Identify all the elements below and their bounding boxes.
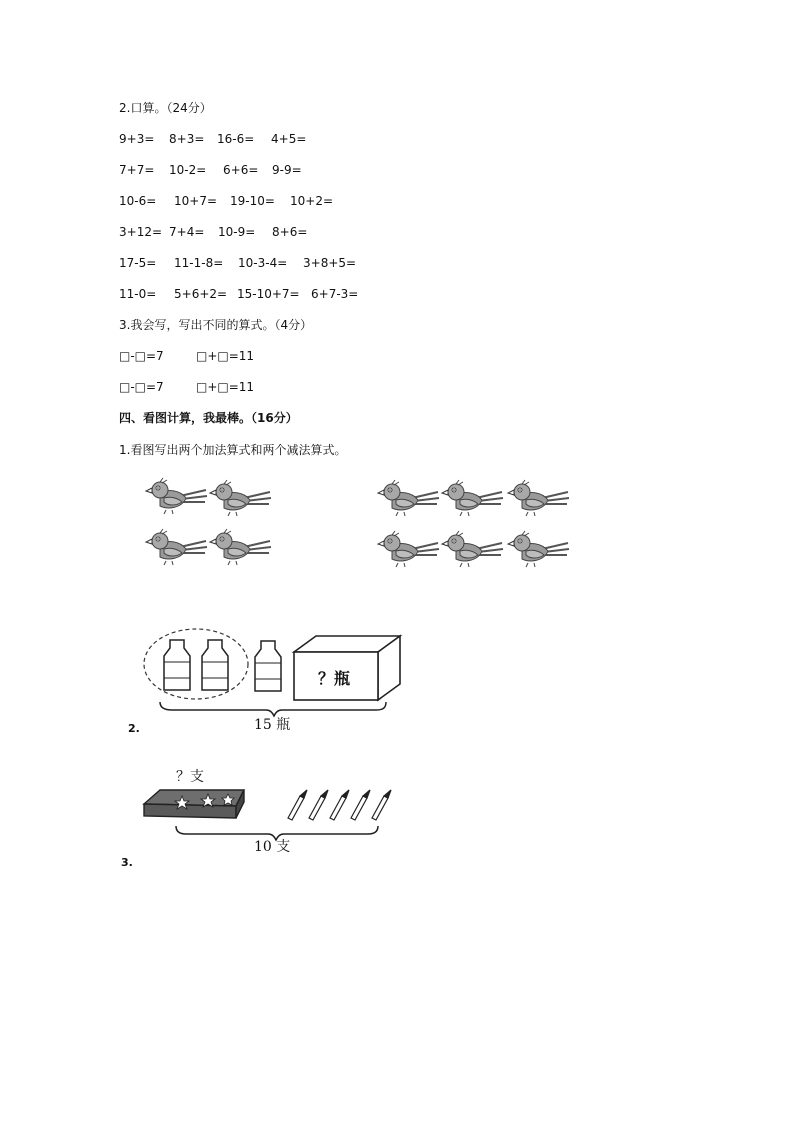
arith-item: 19-10= — [230, 194, 275, 208]
arith-item: 10-2= — [169, 163, 207, 177]
arith-item: 9-9= — [272, 163, 302, 177]
pencils-total-label: 10 支 — [254, 839, 291, 855]
arith-item: 16-6= — [217, 132, 255, 146]
fill-item: □+□=11 — [196, 349, 255, 363]
arith-item: 8+3= — [169, 132, 205, 146]
arith-item: 7+4= — [169, 225, 205, 239]
arith-item: 5+6+2= — [174, 287, 228, 301]
arith-item: 6+6= — [223, 163, 259, 177]
arith-item: 7+7= — [119, 163, 155, 177]
arith-item: 3+8+5= — [303, 256, 357, 270]
section-3-title: 3.我会写，写出不同的算式。（4分） — [119, 318, 313, 332]
fill-item: □-□=7 — [119, 380, 164, 394]
arith-item: 10-9= — [218, 225, 256, 239]
box-label: ？瓶 — [318, 669, 351, 688]
arith-item: 11-1-8= — [174, 256, 224, 270]
question-2-number: 2. — [128, 722, 140, 735]
part-4-heading: 四、看图计算，我最棒。（16分） — [119, 411, 298, 425]
arith-item: 10+2= — [290, 194, 334, 208]
fill-item: □-□=7 — [119, 349, 164, 363]
arith-item: 15-10+7= — [237, 287, 300, 301]
arith-item: 3+12= — [119, 225, 163, 239]
arith-item: 4+5= — [271, 132, 307, 146]
arith-item: 17-5= — [119, 256, 157, 270]
arith-item: 8+6= — [272, 225, 308, 239]
fill-item: □+□=11 — [196, 380, 255, 394]
question-1-text: 1.看图写出两个加法算式和两个减法算式。 — [119, 443, 347, 457]
arith-item: 6+7-3= — [311, 287, 359, 301]
section-2-title: 2.口算。（24分） — [119, 101, 212, 115]
question-3-number: 3. — [121, 856, 133, 869]
arith-item: 11-0= — [119, 287, 157, 301]
arith-item: 10-6= — [119, 194, 157, 208]
arith-item: 10+7= — [174, 194, 218, 208]
bottles-total-label: 15 瓶 — [254, 717, 291, 733]
arith-item: 10-3-4= — [238, 256, 288, 270]
pencil-question-label: ？支 — [176, 769, 204, 785]
arith-item: 9+3= — [119, 132, 155, 146]
